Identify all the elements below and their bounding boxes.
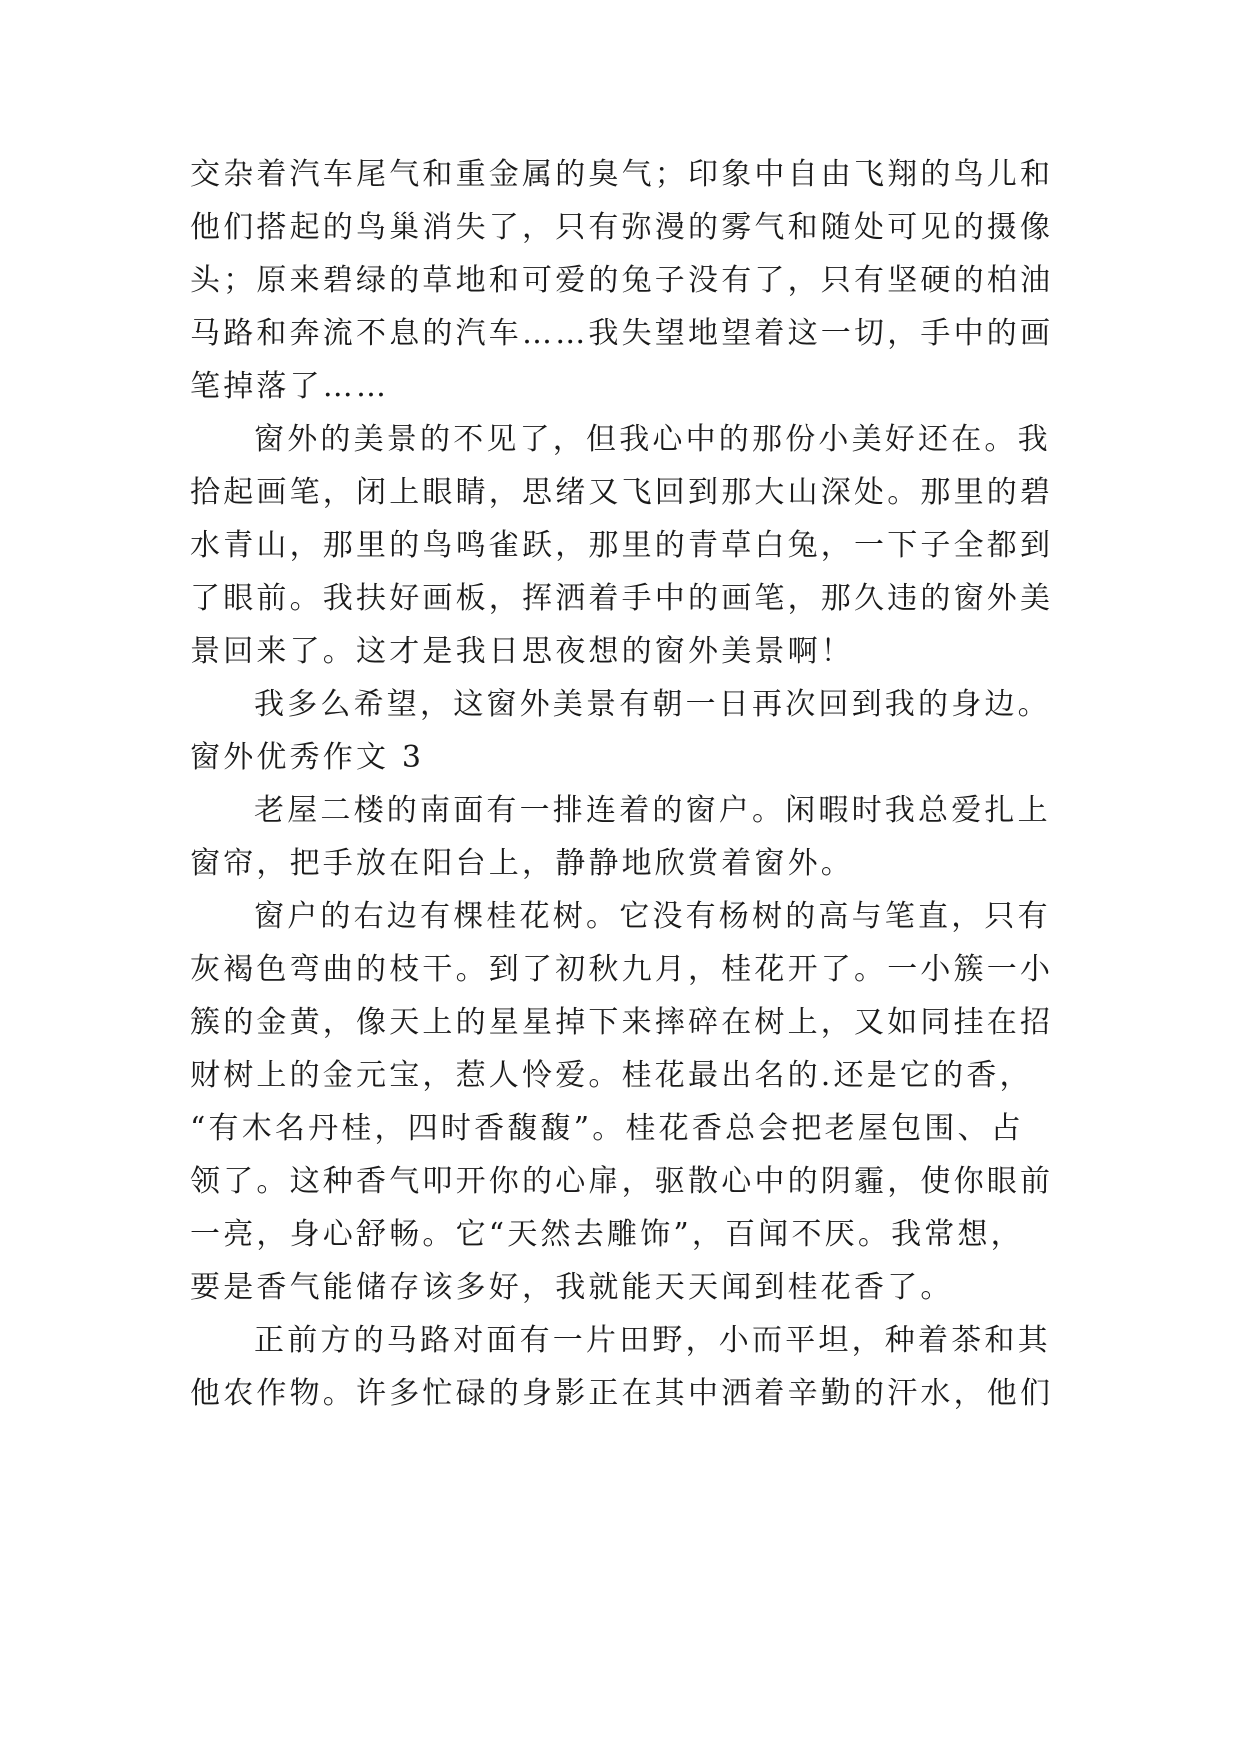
paragraph-start-line: 正前方的马路对面有一片田野，小而平坦，种着茶和其: [254, 1323, 1051, 1358]
paragraph-start-line: 窗外的美景的不见了，但我心中的那份小美好还在。我: [254, 422, 1051, 457]
text-line: 他农作物。许多忙碌的身影正在其中洒着辛勤的汗水，他们: [190, 1376, 1054, 1411]
text-line: 交杂着汽车尾气和重金属的臭气；印象中自由飞翔的鸟儿和: [190, 157, 1054, 192]
paragraph-start-line: 老屋二楼的南面有一排连着的窗户。闲暇时我总爱扎上: [254, 793, 1051, 828]
paragraph-start-line: 窗户的右边有棵桂花树。它没有杨树的高与笔直，只有: [254, 899, 1051, 934]
text-line: 窗帘，把手放在阳台上，静静地欣赏着窗外。: [190, 846, 854, 881]
text-line: 头；原来碧绿的草地和可爱的兔子没有了，只有坚硬的柏油: [190, 263, 1054, 298]
text-line: 拾起画笔，闭上眼睛，思绪又飞回到那大山深处。那里的碧: [190, 475, 1054, 510]
text-line: 要是香气能储存该多好，我就能天天闻到桂花香了。: [190, 1270, 954, 1305]
text-line: “有木名丹桂，四时香馥馥”。桂花香总会把老屋包围、占: [190, 1111, 1024, 1146]
section-heading: 窗外优秀作文 3: [190, 740, 425, 775]
text-line: 领了。这种香气叩开你的心扉，驱散心中的阴霾，使你眼前: [190, 1164, 1054, 1199]
text-line: 他们搭起的鸟巢消失了，只有弥漫的雾气和随处可见的摄像: [190, 210, 1054, 245]
text-line: 笔掉落了……: [190, 369, 390, 404]
text-line: 一亮，身心舒畅。它“天然去雕饰”，百闻不厌。我常想，: [190, 1217, 1024, 1252]
text-line: 簇的金黄，像天上的星星掉下来摔碎在树上，又如同挂在招: [190, 1005, 1054, 1040]
text-line: 财树上的金元宝，惹人怜爱。桂花最出名的.还是它的香，: [190, 1058, 1033, 1093]
text-line: 灰褐色弯曲的枝干。到了初秋九月，桂花开了。一小簇一小: [190, 952, 1054, 987]
paragraph-start-line: 我多么希望，这窗外美景有朝一日再次回到我的身边。: [254, 687, 1051, 722]
text-line: 水青山，那里的鸟鸣雀跃，那里的青草白兔，一下子全都到: [190, 528, 1054, 563]
text-line: 了眼前。我扶好画板，挥洒着手中的画笔，那久违的窗外美: [190, 581, 1054, 616]
text-line: 景回来了。这才是我日思夜想的窗外美景啊！: [190, 634, 854, 669]
text-line: 马路和奔流不息的汽车……我失望地望着这一切，手中的画: [190, 316, 1054, 351]
